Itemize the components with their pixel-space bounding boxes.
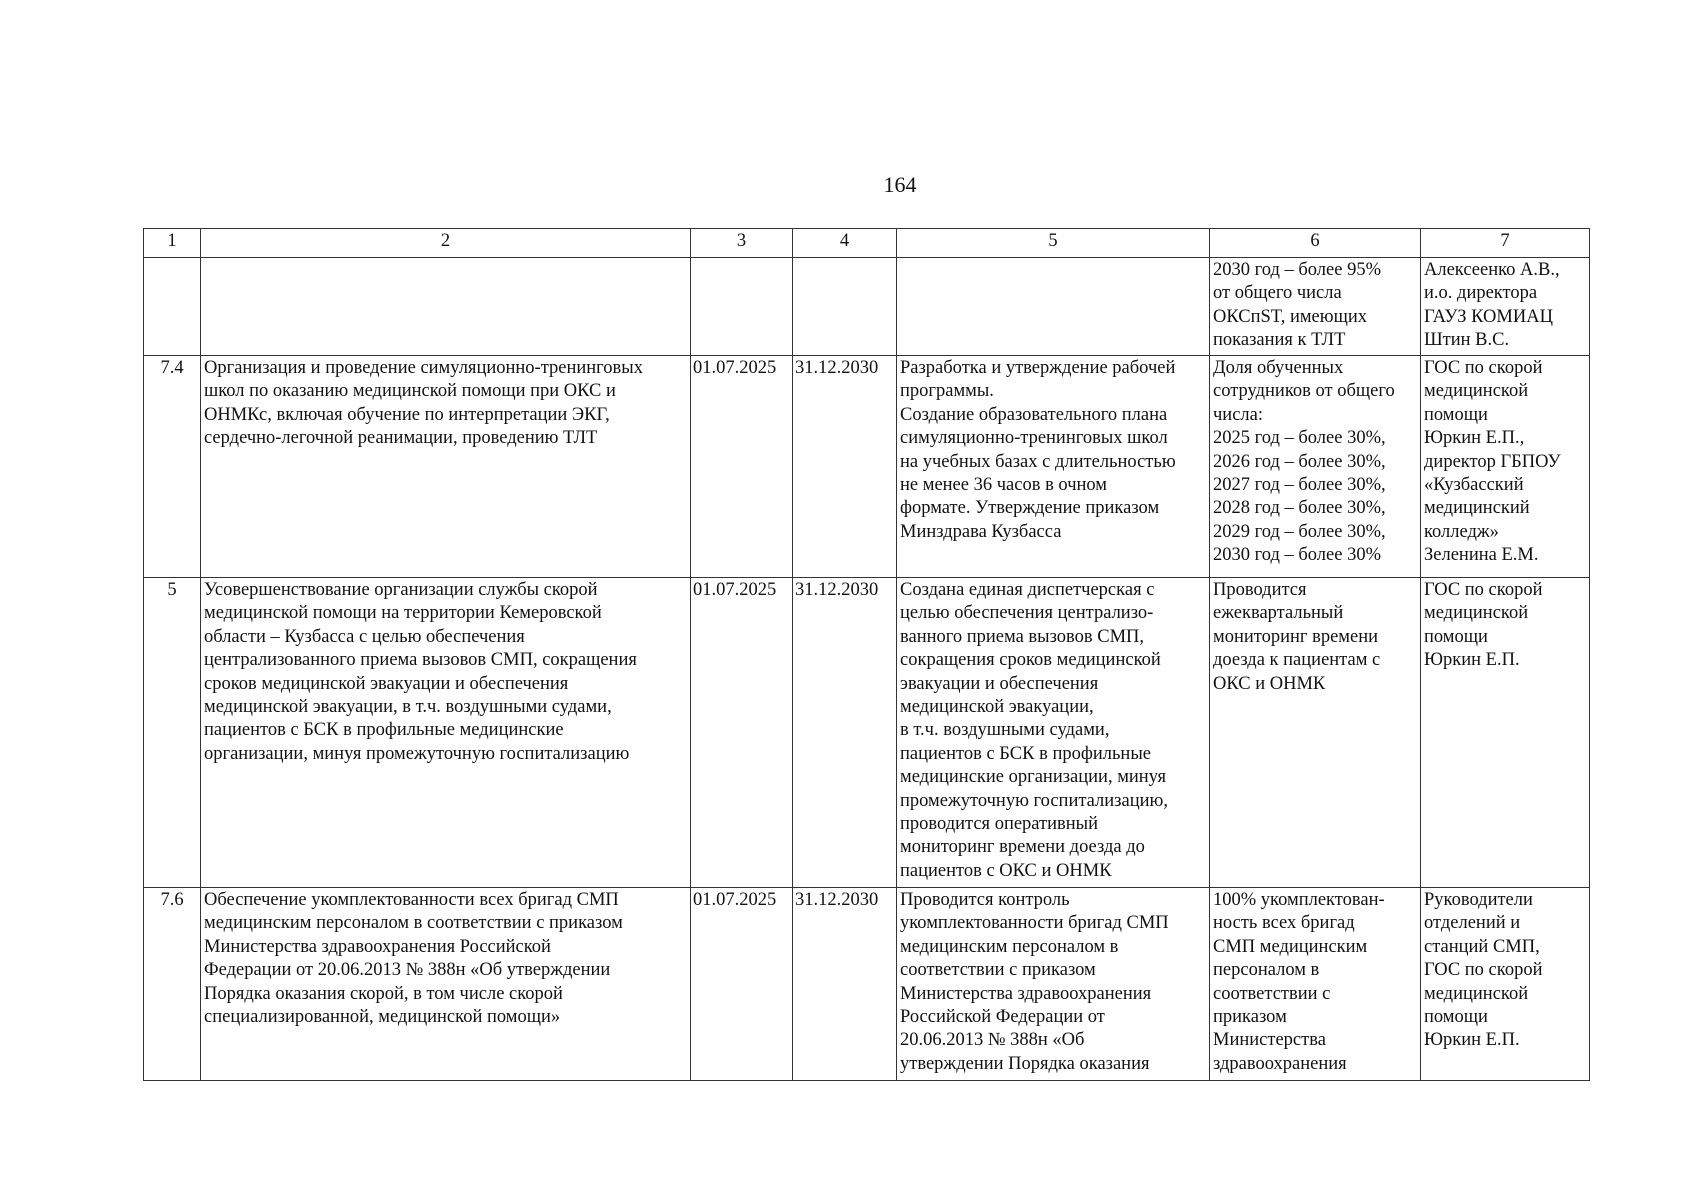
start-date-cell	[691, 258, 793, 356]
result-cell	[897, 258, 1210, 356]
column-header-4: 4	[793, 229, 897, 258]
indicator-cell: Доля обученных сотрудников от общего числа: 2025 год – более 30%, 2026 год – более 30%, 2027 год – более 30%, 2028 год – более 30%, 2029 год – более 30%, 2030 год – более 30%	[1210, 356, 1421, 578]
action-plan-table	[143, 228, 1590, 1081]
start-date-cell: 01.07.2025	[691, 356, 793, 578]
responsible-cell: Руководители отделений и станций СМП, ГОС по скорой медицинской помощи Юркин Е.П.	[1421, 888, 1590, 1081]
row-number: 5	[144, 578, 201, 888]
page-number: 164	[883, 172, 917, 197]
end-date-cell: 31.12.2030	[793, 356, 897, 578]
column-header-1: 1	[144, 229, 201, 258]
column-header-7: 7	[1421, 229, 1590, 258]
table-row	[144, 578, 1590, 888]
table-row	[144, 888, 1590, 1081]
responsible-cell: ГОС по скорой медицинской помощи Юркин Е.П., директор ГБПОУ «Кузбасский медицинский колледж» Зеленина Е.М.	[1421, 356, 1590, 578]
result-cell: Проводится контроль укомплектованности бригад СМП медицинским персоналом в соответствии с приказом Министерства здравоохранения Российской Федерации от 20.06.2013 № 388н «Об утверждении Порядка оказания	[897, 888, 1210, 1081]
column-header-6: 6	[1210, 229, 1421, 258]
end-date-cell: 31.12.2030	[793, 578, 897, 888]
row-number: 7.4	[144, 356, 201, 578]
activity-cell: Усовершенствование организации службы скорой медицинской помощи на территории Кемеровской области – Кузбасса с целью обеспечения централизованного приема вызовов СМП, сокращения сроков медицинской эвакуации и обеспечения медицинской эвакуации, в т.ч. воздушными судами, пациентов с БСК в профильные медицинские организации, минуя промежуточную госпитализацию	[201, 578, 691, 888]
row-number	[144, 258, 201, 356]
activity-cell	[201, 258, 691, 356]
row-number: 7.6	[144, 888, 201, 1081]
column-header-3: 3	[691, 229, 793, 258]
table-row	[144, 356, 1590, 578]
activity-cell: Обеспечение укомплектованности всех бригад СМП медицинским персоналом в соответствии с приказом Министерства здравоохранения Российской Федерации от 20.06.2013 № 388н «Об утверждении Порядка оказания скорой, в том числе скорой специализированной, медицинской помощи»	[201, 888, 691, 1081]
column-header-2: 2	[201, 229, 691, 258]
header-row	[144, 229, 1590, 258]
result-cell: Разработка и утверждение рабочей программы. Создание образовательного плана симуляционно-тренинговых школ на учебных базах с длительностью не менее 36 часов в очном формате. Утверждение приказом Минздрава Кузбасса	[897, 356, 1210, 578]
responsible-cell: Алексеенко А.В., и.о. директора ГАУЗ КОМИАЦ Штин В.С.	[1421, 258, 1590, 356]
start-date-cell: 01.07.2025	[691, 888, 793, 1081]
end-date-cell	[793, 258, 897, 356]
indicator-cell: Проводится ежеквартальный мониторинг времени доезда к пациентам с ОКС и ОНМК	[1210, 578, 1421, 888]
table-row	[144, 258, 1590, 356]
indicator-cell: 100% укомплектован- ность всех бригад СМП медицинским персоналом в соответствии с приказом Министерства здравоохранения	[1210, 888, 1421, 1081]
indicator-cell: 2030 год – более 95% от общего числа ОКСпST, имеющих показания к ТЛТ	[1210, 258, 1421, 356]
column-header-5: 5	[897, 229, 1210, 258]
end-date-cell: 31.12.2030	[793, 888, 897, 1081]
activity-cell: Организация и проведение симуляционно-тренинговых школ по оказанию медицинской помощи при ОКС и ОНМКс, включая обучение по интерпретации ЭКГ, сердечно-легочной реанимации, проведению ТЛТ	[201, 356, 691, 578]
start-date-cell: 01.07.2025	[691, 578, 793, 888]
result-cell: Создана единая диспетчерская с целью обеспечения централизо- ванного приема вызовов СМП, сокращения сроков медицинской эвакуации и обеспечения медицинской эвакуации, в т.ч. воздушными судами, пациентов с БСК в профильные медицинские организации, минуя промежуточную госпитализацию, проводится оперативный мониторинг времени доезда до пациентов с ОКС и ОНМК	[897, 578, 1210, 888]
responsible-cell: ГОС по скорой медицинской помощи Юркин Е.П.	[1421, 578, 1590, 888]
